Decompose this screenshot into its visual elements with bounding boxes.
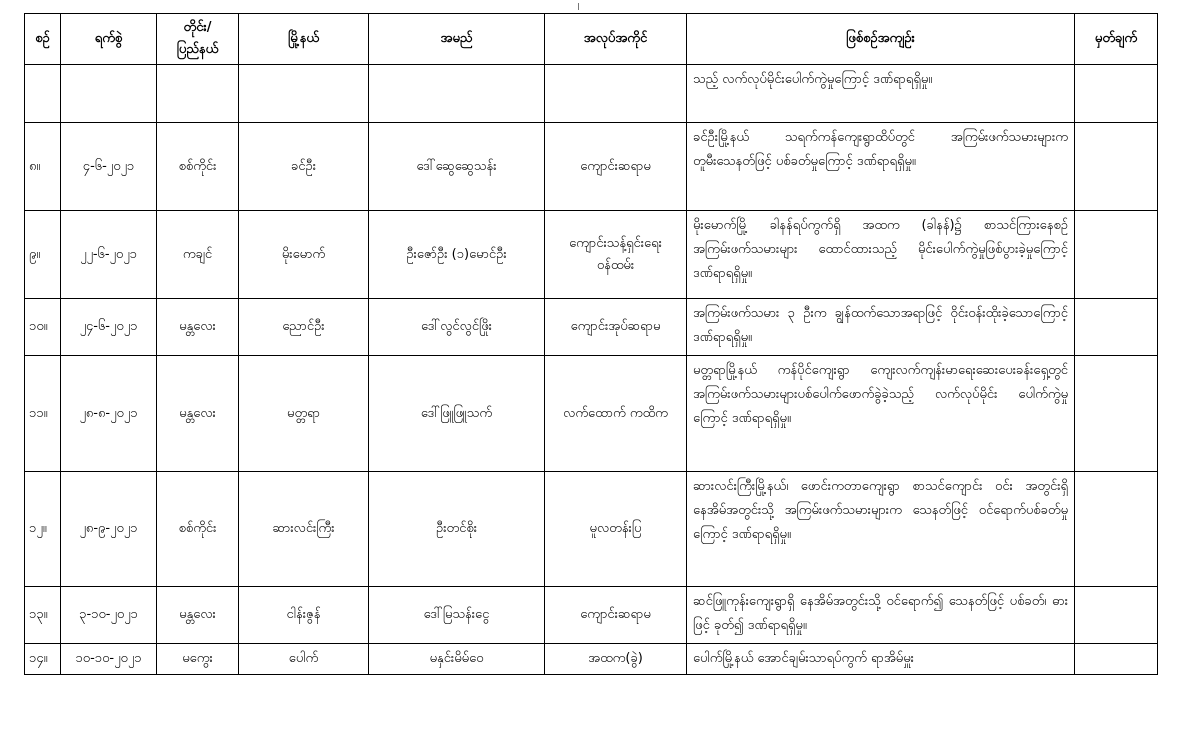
row-incident: မိုးမောက်မြို့ ခါနန်ရပ်ကွက်ရှိ အထက (ခါနန်)၌ စာသင်ကြားနေစဉ် အကြမ်းဖက်သမားများ ထောင်ထားသည့် မိုင်းပေါက်ကွဲမှုဖြစ်ပွားခဲ့မှုကြောင့် ဒဏ်ရာရရှိမှု။	[687, 211, 1075, 299]
row-incident: ခင်ဦးမြို့နယ် သရက်ကန်ကျေးရွာထိပ်တွင် အကြမ်းဖက်သမားများက တူမီးသေနတ်ဖြင့် ပစ်ခတ်မှုကြောင့် ဒဏ်ရာရရှိမှု။	[687, 123, 1075, 211]
row-no: ၁၂။	[25, 472, 61, 587]
table-row	[25, 587, 1158, 644]
row-remark	[1075, 211, 1158, 299]
row-no	[25, 65, 61, 123]
row-name: ဒေါ်ဖြူဖြူသက်	[369, 356, 545, 472]
row-no: ၁၄။	[25, 644, 61, 675]
header-remark: မှတ်ချက်	[1075, 14, 1158, 65]
row-name: ဦးတင်စိုး	[369, 472, 545, 587]
row-remark	[1075, 587, 1158, 644]
row-township	[239, 65, 369, 123]
table-row	[25, 65, 1158, 123]
row-no: ၁၁။	[25, 356, 61, 472]
header-row	[25, 14, 1158, 65]
row-region	[157, 65, 239, 123]
incident-table	[24, 13, 1158, 675]
row-date: ၂၈-၉-၂၀၂၁	[61, 472, 157, 587]
row-incident: ပေါက်မြို့နယ် အောင်ချမ်းသာရပ်ကွက် ရာအိမ်မှူး	[687, 644, 1075, 675]
row-name: ဦးဇော်ဦး (၁)မောင်ဦး	[369, 211, 545, 299]
header-no: စဉ်	[25, 14, 61, 65]
row-region: မန္တလေး	[157, 299, 239, 356]
row-no: ၁၀။	[25, 299, 61, 356]
row-occupation: ကျောင်းဆရာမ	[545, 587, 687, 644]
row-township: မိုးမောက်	[239, 211, 369, 299]
header-region: တိုင်း/ ပြည်နယ်	[157, 14, 239, 65]
row-occupation	[545, 65, 687, 123]
table-row	[25, 123, 1158, 211]
row-name: ဒေါ်မြသန်းငွေ	[369, 587, 545, 644]
table-row	[25, 211, 1158, 299]
row-remark	[1075, 472, 1158, 587]
table-row	[25, 299, 1158, 356]
row-date: ၃-၁၀-၂၀၂၁	[61, 587, 157, 644]
header-incident: ဖြစ်စဉ်အကျဉ်း	[687, 14, 1075, 65]
row-incident: သည့် လက်လုပ်မိုင်းပေါက်ကွဲမှုကြောင့် ဒဏ်ရာရရှိမှု။	[687, 65, 1075, 123]
row-incident: ဆားလင်းကြီးမြို့နယ်၊ ဖောင်းကတာကျေးရွာ စာသင်ကျောင်း ဝင်း အတွင်းရှိ နေအိမ်အတွင်းသို့ အကြမ်းဖက်သမားများက သေနတ်ဖြင့် ဝင်ရောက်ပစ်ခတ်မှုကြောင့် ဒဏ်ရာရရှိမှု။	[687, 472, 1075, 587]
row-remark	[1075, 356, 1158, 472]
row-no: ၁၃။	[25, 587, 61, 644]
row-occupation: လက်ထောက် ကထိက	[545, 356, 687, 472]
row-date: ၂၂-၆-၂၀၂၁	[61, 211, 157, 299]
table-row	[25, 472, 1158, 587]
row-region: ကချင်	[157, 211, 239, 299]
row-date	[61, 65, 157, 123]
header-occupation: အလုပ်အကိုင်	[545, 14, 687, 65]
row-region: စစ်ကိုင်း	[157, 472, 239, 587]
row-incident: အကြမ်းဖက်သမား ၃ ဦးက ချွန်ထက်သောအရာဖြင့် ဝိုင်းဝန်းထိုးခဲ့သောကြောင့် ဒဏ်ရာရရှိမှု။	[687, 299, 1075, 356]
row-township: ပေါက်	[239, 644, 369, 675]
row-occupation: ကျောင်းဆရာမ	[545, 123, 687, 211]
row-township: ခင်ဦး	[239, 123, 369, 211]
row-name: ဒေါ်ဆွေဆွေသန်း	[369, 123, 545, 211]
row-township: မတ္တရာ	[239, 356, 369, 472]
row-name: ဒေါ်လွင်လွင်ဖြိုး	[369, 299, 545, 356]
page-number: ၂	[574, 0, 580, 10]
row-township: ငါန်းဇွန်	[239, 587, 369, 644]
row-incident: မတ္တရာမြို့နယ် ကန်ပိုင်ကျေးရွာ ကျေးလက်ကျန်းမာရေးဆေးပေးခန်းရှေ့တွင် အကြမ်းဖက်သမားများပစ်ပေါက်ဖောက်ခွဲခဲ့သည့် လက်လုပ်မိုင်း ပေါက်ကွဲမှုကြောင့် ဒဏ်ရာရရှိမှု။	[687, 356, 1075, 472]
header-township: မြို့နယ်	[239, 14, 369, 65]
row-remark	[1075, 123, 1158, 211]
row-occupation: ကျောင်းသန့်ရှင်းရေး ဝန်ထမ်း	[545, 211, 687, 299]
row-occupation: မူလတန်းပြ	[545, 472, 687, 587]
row-township: ဆားလင်းကြီး	[239, 472, 369, 587]
row-region: စစ်ကိုင်း	[157, 123, 239, 211]
row-region: မကွေး	[157, 644, 239, 675]
row-region: မန္တလေး	[157, 587, 239, 644]
row-occupation: အထက(ခွဲ)	[545, 644, 687, 675]
table-row	[25, 644, 1158, 675]
header-name: အမည်	[369, 14, 545, 65]
row-incident: ဆင်ဖြူကုန်းကျေးရွာရှိ နေအိမ်အတွင်းသို့ ဝင်ရောက်၍ သေနတ်ဖြင့် ပစ်ခတ်၊ ဓားဖြင့် ခုတ်၍ ဒဏ်ရာရရှိမှု။	[687, 587, 1075, 644]
row-date: ၂၈-၈-၂၀၂၁	[61, 356, 157, 472]
row-no: ၉။	[25, 211, 61, 299]
row-name: မနှင်းမိမ်ဝေ	[369, 644, 545, 675]
table-row	[25, 356, 1158, 472]
header-date: ရက်စွဲ	[61, 14, 157, 65]
row-region: မန္တလေး	[157, 356, 239, 472]
row-occupation: ကျောင်းအုပ်ဆရာမ	[545, 299, 687, 356]
row-date: ၄-၆-၂၀၂၁	[61, 123, 157, 211]
row-remark	[1075, 65, 1158, 123]
row-township: ညောင်ဦး	[239, 299, 369, 356]
row-date: ၁၀-၁၀-၂၀၂၁	[61, 644, 157, 675]
row-no: ၈။	[25, 123, 61, 211]
row-name	[369, 65, 545, 123]
row-date: ၂၄-၆-၂၀၂၁	[61, 299, 157, 356]
row-remark	[1075, 644, 1158, 675]
row-remark	[1075, 299, 1158, 356]
